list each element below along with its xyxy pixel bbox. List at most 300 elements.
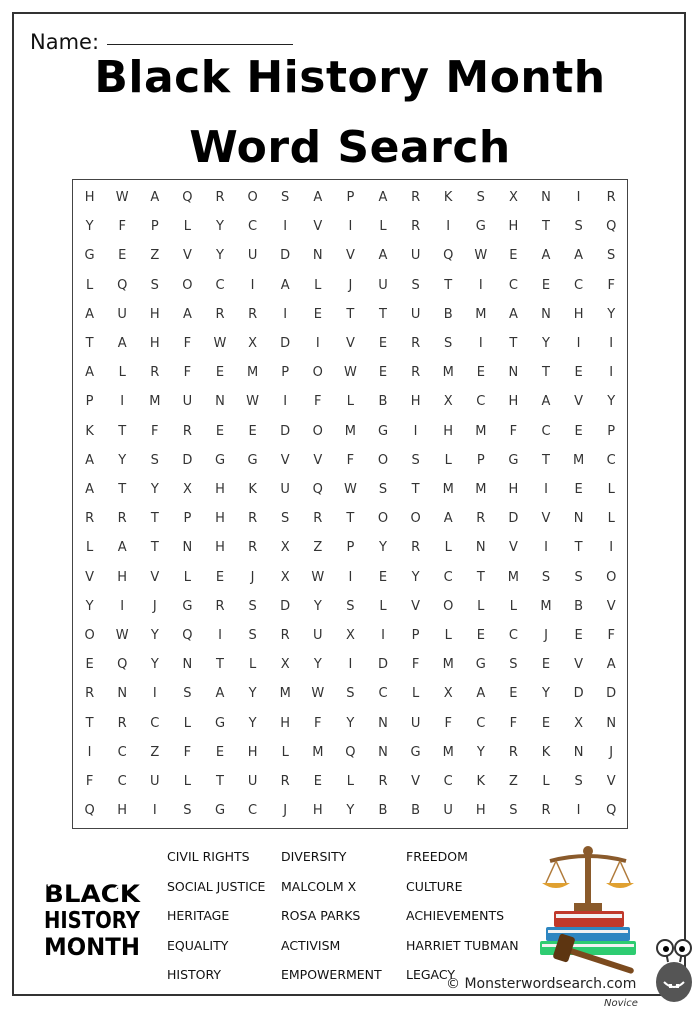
- grid-letter[interactable]: M: [442, 657, 454, 673]
- grid-letter[interactable]: Q: [117, 277, 128, 293]
- grid-letter[interactable]: L: [183, 219, 192, 235]
- grid-letter[interactable]: A: [541, 248, 551, 264]
- grid-letter[interactable]: V: [574, 394, 584, 410]
- grid-letter[interactable]: Y: [313, 657, 322, 673]
- grid-letter[interactable]: Q: [84, 803, 95, 819]
- grid-letter[interactable]: A: [85, 306, 95, 322]
- grid-letter[interactable]: O: [606, 569, 617, 585]
- grid-letter[interactable]: Y: [346, 715, 355, 731]
- grid-letter[interactable]: D: [280, 598, 291, 614]
- grid-letter[interactable]: I: [576, 803, 581, 819]
- grid-letter[interactable]: Y: [542, 686, 550, 702]
- grid-letter[interactable]: D: [280, 248, 291, 264]
- grid-letter[interactable]: N: [312, 248, 323, 264]
- grid-letter[interactable]: I: [413, 423, 418, 439]
- grid-letter[interactable]: A: [443, 511, 453, 527]
- grid-letter[interactable]: I: [478, 277, 483, 293]
- grid-letter[interactable]: N: [541, 306, 551, 322]
- grid-letter[interactable]: L: [346, 394, 355, 410]
- grid-letter[interactable]: T: [509, 336, 518, 351]
- grid-letter[interactable]: S: [150, 277, 159, 293]
- grid-letter[interactable]: C: [248, 219, 258, 235]
- grid-letter[interactable]: X: [345, 628, 355, 643]
- grid-letter[interactable]: L: [379, 219, 387, 235]
- grid-letter[interactable]: F: [314, 715, 322, 731]
- grid-letter[interactable]: E: [509, 248, 518, 264]
- grid-letter[interactable]: E: [541, 657, 551, 673]
- grid-letter[interactable]: T: [476, 569, 485, 585]
- grid-letter[interactable]: X: [248, 336, 258, 351]
- grid-letter[interactable]: U: [150, 774, 160, 789]
- grid-letter[interactable]: D: [606, 686, 617, 702]
- grid-letter[interactable]: Z: [313, 540, 323, 556]
- grid-letter[interactable]: I: [283, 219, 288, 235]
- grid-letter[interactable]: Q: [182, 190, 193, 205]
- grid-letter[interactable]: R: [248, 306, 258, 322]
- grid-letter[interactable]: A: [150, 190, 160, 205]
- grid-letter[interactable]: E: [215, 569, 225, 585]
- grid-letter[interactable]: X: [508, 190, 518, 205]
- grid-letter[interactable]: J: [250, 569, 255, 585]
- grid-letter[interactable]: O: [84, 628, 95, 643]
- grid-letter[interactable]: S: [281, 190, 290, 205]
- grid-letter[interactable]: E: [378, 336, 388, 351]
- grid-letter[interactable]: I: [315, 336, 320, 351]
- grid-letter[interactable]: G: [508, 452, 519, 468]
- grid-letter[interactable]: O: [182, 277, 193, 293]
- grid-letter[interactable]: T: [216, 774, 224, 789]
- grid-letter[interactable]: G: [475, 657, 486, 673]
- grid-letter[interactable]: S: [574, 774, 583, 789]
- grid-letter[interactable]: E: [118, 248, 127, 264]
- grid-letter[interactable]: K: [443, 190, 453, 205]
- grid-letter[interactable]: J: [283, 803, 288, 819]
- grid-letter[interactable]: W: [311, 686, 325, 702]
- grid-letter[interactable]: D: [573, 686, 584, 702]
- grid-letter[interactable]: A: [378, 190, 388, 205]
- grid-letter[interactable]: A: [313, 190, 323, 205]
- grid-letter[interactable]: Y: [150, 628, 159, 643]
- grid-letter[interactable]: N: [573, 744, 584, 760]
- grid-letter[interactable]: E: [574, 365, 583, 381]
- grid-letter[interactable]: L: [183, 569, 192, 585]
- grid-letter[interactable]: E: [541, 715, 551, 731]
- grid-letter[interactable]: U: [182, 394, 193, 410]
- grid-letter[interactable]: V: [182, 248, 192, 264]
- grid-letter[interactable]: E: [476, 365, 485, 381]
- grid-letter[interactable]: L: [118, 365, 126, 381]
- grid-letter[interactable]: M: [246, 365, 259, 381]
- grid-letter[interactable]: V: [411, 598, 421, 614]
- grid-letter[interactable]: M: [572, 452, 585, 468]
- grid-letter[interactable]: I: [152, 686, 157, 702]
- grid-letter[interactable]: B: [574, 598, 584, 614]
- grid-letter[interactable]: S: [476, 190, 485, 205]
- grid-letter[interactable]: I: [120, 598, 125, 614]
- grid-letter[interactable]: Y: [216, 219, 224, 235]
- grid-letter[interactable]: I: [576, 336, 581, 351]
- grid-letter[interactable]: I: [348, 569, 353, 585]
- grid-letter[interactable]: A: [182, 306, 192, 322]
- grid-letter[interactable]: H: [475, 803, 486, 819]
- grid-letter[interactable]: M: [540, 598, 552, 614]
- grid-letter[interactable]: E: [378, 365, 388, 381]
- grid-letter[interactable]: G: [214, 452, 226, 468]
- name-line[interactable]: [107, 44, 293, 45]
- grid-letter[interactable]: L: [281, 744, 289, 760]
- grid-letter[interactable]: V: [541, 511, 551, 527]
- grid-letter[interactable]: A: [117, 540, 127, 556]
- grid-letter[interactable]: I: [120, 394, 125, 410]
- grid-letter[interactable]: A: [378, 248, 388, 264]
- grid-letter[interactable]: R: [248, 540, 258, 556]
- grid-letter[interactable]: Q: [312, 482, 323, 497]
- grid-letter[interactable]: U: [410, 715, 421, 731]
- grid-letter[interactable]: Q: [606, 219, 617, 235]
- grid-letter[interactable]: N: [573, 511, 584, 527]
- grid-letter[interactable]: R: [150, 365, 160, 381]
- grid-letter[interactable]: C: [215, 277, 225, 293]
- grid-letter[interactable]: Z: [508, 774, 518, 789]
- grid-letter[interactable]: T: [346, 306, 355, 322]
- grid-letter[interactable]: R: [182, 423, 192, 439]
- grid-letter[interactable]: E: [215, 744, 225, 760]
- grid-letter[interactable]: O: [377, 511, 389, 527]
- grid-letter[interactable]: Y: [346, 803, 355, 819]
- grid-letter[interactable]: P: [85, 394, 94, 410]
- grid-letter[interactable]: E: [378, 569, 388, 585]
- grid-letter[interactable]: S: [574, 219, 583, 235]
- grid-letter[interactable]: I: [544, 482, 548, 497]
- grid-letter[interactable]: E: [574, 628, 583, 643]
- grid-letter[interactable]: Y: [85, 219, 94, 235]
- grid-letter[interactable]: A: [117, 336, 127, 351]
- grid-letter[interactable]: W: [343, 365, 357, 381]
- grid-letter[interactable]: J: [348, 277, 353, 293]
- grid-letter[interactable]: R: [280, 774, 290, 789]
- grid-letter[interactable]: U: [443, 803, 453, 819]
- grid-letter[interactable]: Y: [379, 540, 387, 556]
- grid-letter[interactable]: A: [85, 365, 95, 381]
- grid-letter[interactable]: W: [246, 394, 260, 410]
- grid-letter[interactable]: R: [411, 365, 421, 381]
- grid-letter[interactable]: R: [313, 511, 323, 527]
- grid-letter[interactable]: D: [280, 423, 291, 439]
- grid-letter[interactable]: H: [508, 219, 519, 235]
- grid-letter[interactable]: D: [280, 336, 291, 351]
- grid-letter[interactable]: G: [475, 219, 486, 235]
- grid-letter[interactable]: Q: [606, 803, 617, 819]
- grid-letter[interactable]: A: [606, 657, 616, 673]
- grid-letter[interactable]: M: [149, 394, 161, 410]
- grid-letter[interactable]: O: [312, 365, 323, 381]
- grid-letter[interactable]: W: [343, 482, 357, 497]
- grid-letter[interactable]: P: [411, 628, 420, 643]
- grid-letter[interactable]: E: [313, 306, 322, 322]
- grid-letter[interactable]: U: [410, 306, 421, 322]
- grid-letter[interactable]: H: [247, 744, 258, 760]
- grid-letter[interactable]: T: [444, 277, 453, 293]
- grid-letter[interactable]: G: [182, 598, 193, 614]
- grid-letter[interactable]: O: [312, 423, 323, 439]
- grid-letter[interactable]: N: [606, 715, 617, 731]
- letter-grid[interactable]: [72, 179, 628, 829]
- grid-letter[interactable]: M: [475, 306, 487, 322]
- grid-letter[interactable]: P: [346, 190, 355, 205]
- grid-letter[interactable]: I: [348, 657, 353, 673]
- grid-letter[interactable]: T: [216, 657, 224, 673]
- grid-letter[interactable]: W: [474, 248, 488, 264]
- grid-letter[interactable]: O: [247, 190, 258, 205]
- grid-letter[interactable]: T: [118, 482, 127, 497]
- grid-letter[interactable]: F: [444, 715, 452, 731]
- grid-letter[interactable]: T: [542, 365, 550, 381]
- grid-letter[interactable]: U: [247, 774, 258, 789]
- grid-letter[interactable]: G: [410, 744, 421, 760]
- grid-letter[interactable]: E: [85, 657, 94, 673]
- grid-letter[interactable]: C: [117, 744, 127, 760]
- grid-letter[interactable]: F: [183, 744, 192, 760]
- grid-letter[interactable]: F: [183, 336, 192, 351]
- grid-letter[interactable]: M: [442, 365, 454, 381]
- grid-letter[interactable]: P: [150, 219, 159, 235]
- grid-letter[interactable]: F: [607, 628, 615, 643]
- grid-letter[interactable]: C: [541, 423, 551, 439]
- grid-letter[interactable]: F: [607, 277, 615, 293]
- grid-letter[interactable]: Y: [411, 569, 420, 585]
- grid-letter[interactable]: H: [312, 803, 323, 819]
- grid-letter[interactable]: P: [183, 511, 192, 527]
- grid-letter[interactable]: L: [444, 540, 452, 556]
- name-field[interactable]: [30, 30, 293, 54]
- grid-letter[interactable]: I: [576, 190, 581, 205]
- grid-letter[interactable]: H: [215, 511, 225, 527]
- grid-letter[interactable]: N: [378, 715, 388, 731]
- grid-letter[interactable]: I: [283, 394, 288, 410]
- grid-letter[interactable]: H: [117, 803, 128, 819]
- grid-letter[interactable]: R: [215, 190, 225, 205]
- grid-letter[interactable]: X: [574, 715, 584, 731]
- grid-letter[interactable]: S: [183, 803, 192, 819]
- grid-letter[interactable]: W: [115, 628, 129, 643]
- grid-letter[interactable]: H: [508, 394, 519, 410]
- grid-letter[interactable]: U: [313, 628, 323, 643]
- grid-letter[interactable]: L: [314, 277, 322, 293]
- grid-letter[interactable]: F: [151, 423, 159, 439]
- grid-letter[interactable]: Z: [150, 744, 160, 760]
- grid-letter[interactable]: L: [85, 277, 94, 293]
- grid-letter[interactable]: A: [574, 248, 584, 264]
- grid-letter[interactable]: S: [378, 482, 388, 497]
- grid-letter[interactable]: C: [117, 774, 127, 789]
- grid-letter[interactable]: V: [574, 657, 584, 673]
- grid-letter[interactable]: G: [84, 248, 95, 264]
- grid-letter[interactable]: N: [182, 540, 193, 556]
- grid-letter[interactable]: L: [444, 628, 452, 643]
- grid-letter[interactable]: C: [508, 628, 518, 643]
- grid-letter[interactable]: P: [346, 540, 355, 556]
- grid-letter[interactable]: R: [411, 190, 421, 205]
- grid-letter[interactable]: L: [477, 598, 485, 614]
- grid-letter[interactable]: E: [574, 482, 583, 497]
- grid-letter[interactable]: Y: [476, 744, 485, 760]
- grid-letter[interactable]: S: [444, 336, 453, 351]
- grid-letter[interactable]: H: [443, 423, 454, 439]
- grid-letter[interactable]: B: [378, 394, 388, 410]
- grid-letter[interactable]: T: [118, 423, 127, 439]
- grid-letter[interactable]: S: [541, 569, 551, 585]
- grid-letter[interactable]: E: [215, 365, 225, 381]
- grid-letter[interactable]: E: [248, 423, 257, 439]
- grid-letter[interactable]: M: [442, 482, 454, 497]
- grid-letter[interactable]: H: [149, 336, 160, 351]
- grid-letter[interactable]: C: [248, 803, 258, 819]
- grid-letter[interactable]: Y: [607, 394, 616, 410]
- grid-letter[interactable]: T: [574, 540, 583, 556]
- grid-letter[interactable]: R: [411, 336, 421, 351]
- grid-letter[interactable]: Y: [118, 452, 127, 468]
- grid-letter[interactable]: S: [411, 277, 420, 293]
- grid-letter[interactable]: R: [606, 190, 616, 205]
- grid-letter[interactable]: V: [313, 219, 323, 235]
- grid-letter[interactable]: C: [443, 774, 453, 789]
- grid-letter[interactable]: E: [313, 774, 322, 789]
- grid-letter[interactable]: P: [476, 452, 485, 468]
- grid-letter[interactable]: C: [150, 715, 160, 731]
- grid-letter[interactable]: S: [574, 569, 583, 585]
- grid-letter[interactable]: T: [85, 715, 94, 731]
- grid-letter[interactable]: T: [346, 511, 355, 527]
- grid-letter[interactable]: U: [247, 248, 258, 264]
- grid-letter[interactable]: R: [411, 540, 421, 556]
- grid-letter[interactable]: A: [215, 686, 225, 702]
- grid-letter[interactable]: S: [509, 657, 518, 673]
- grid-letter[interactable]: Y: [313, 598, 322, 614]
- grid-letter[interactable]: H: [215, 482, 225, 497]
- grid-letter[interactable]: U: [117, 306, 127, 322]
- grid-letter[interactable]: F: [118, 219, 126, 235]
- grid-letter[interactable]: S: [248, 628, 257, 643]
- grid-letter[interactable]: I: [609, 336, 614, 351]
- grid-letter[interactable]: C: [476, 715, 486, 731]
- grid-letter[interactable]: H: [84, 190, 95, 205]
- grid-letter[interactable]: X: [182, 482, 192, 497]
- grid-letter[interactable]: B: [411, 803, 421, 819]
- grid-letter[interactable]: U: [280, 482, 290, 497]
- grid-letter[interactable]: I: [609, 365, 614, 381]
- grid-letter[interactable]: K: [476, 774, 486, 789]
- grid-letter[interactable]: N: [475, 540, 486, 556]
- grid-letter[interactable]: H: [215, 540, 225, 556]
- grid-letter[interactable]: J: [544, 628, 548, 643]
- grid-letter[interactable]: R: [411, 219, 421, 235]
- grid-letter[interactable]: G: [247, 452, 258, 468]
- grid-letter[interactable]: R: [378, 774, 388, 789]
- grid-letter[interactable]: F: [85, 774, 94, 789]
- grid-letter[interactable]: K: [541, 744, 551, 760]
- grid-letter[interactable]: L: [183, 774, 192, 789]
- grid-letter[interactable]: S: [150, 452, 159, 468]
- grid-letter[interactable]: L: [607, 482, 615, 497]
- grid-letter[interactable]: U: [410, 248, 421, 264]
- grid-letter[interactable]: I: [381, 628, 385, 643]
- grid-letter[interactable]: J: [609, 744, 614, 760]
- grid-letter[interactable]: B: [378, 803, 388, 819]
- grid-letter[interactable]: O: [377, 452, 389, 468]
- grid-letter[interactable]: S: [346, 686, 355, 702]
- grid-letter[interactable]: C: [378, 686, 388, 702]
- grid-letter[interactable]: T: [542, 219, 550, 235]
- grid-letter[interactable]: K: [85, 423, 94, 439]
- grid-letter[interactable]: D: [508, 511, 519, 527]
- grid-letter[interactable]: A: [85, 452, 95, 468]
- grid-letter[interactable]: Q: [117, 657, 128, 673]
- grid-letter[interactable]: V: [508, 540, 518, 556]
- grid-letter[interactable]: I: [446, 219, 451, 235]
- grid-letter[interactable]: G: [377, 423, 389, 439]
- grid-letter[interactable]: I: [478, 336, 483, 351]
- grid-letter[interactable]: H: [149, 306, 160, 322]
- grid-letter[interactable]: A: [476, 686, 486, 702]
- grid-letter[interactable]: M: [442, 744, 454, 760]
- grid-letter[interactable]: S: [411, 452, 420, 468]
- grid-letter[interactable]: R: [280, 628, 290, 643]
- grid-letter[interactable]: M: [475, 482, 487, 497]
- grid-letter[interactable]: L: [444, 452, 452, 468]
- grid-letter[interactable]: V: [411, 774, 421, 789]
- grid-letter[interactable]: V: [606, 774, 616, 789]
- grid-letter[interactable]: X: [280, 540, 290, 556]
- grid-letter[interactable]: P: [607, 423, 616, 439]
- grid-letter[interactable]: V: [345, 248, 355, 264]
- grid-letter[interactable]: T: [150, 540, 159, 556]
- grid-letter[interactable]: Y: [542, 336, 550, 351]
- grid-letter[interactable]: R: [541, 803, 551, 819]
- grid-letter[interactable]: R: [117, 715, 127, 731]
- grid-letter[interactable]: F: [346, 452, 355, 468]
- grid-letter[interactable]: V: [150, 569, 160, 585]
- grid-letter[interactable]: I: [87, 744, 92, 760]
- grid-letter[interactable]: L: [346, 774, 355, 789]
- grid-letter[interactable]: Q: [345, 744, 356, 760]
- grid-letter[interactable]: R: [85, 686, 95, 702]
- grid-letter[interactable]: H: [573, 306, 584, 322]
- grid-letter[interactable]: M: [507, 569, 519, 585]
- grid-letter[interactable]: I: [544, 540, 548, 556]
- grid-letter[interactable]: S: [248, 598, 257, 614]
- grid-letter[interactable]: H: [410, 394, 421, 410]
- grid-letter[interactable]: E: [541, 277, 551, 293]
- grid-letter[interactable]: I: [152, 803, 157, 819]
- grid-letter[interactable]: B: [443, 306, 453, 322]
- grid-letter[interactable]: F: [183, 365, 192, 381]
- grid-letter[interactable]: Q: [182, 628, 193, 643]
- grid-letter[interactable]: I: [250, 277, 255, 293]
- grid-letter[interactable]: R: [215, 598, 225, 614]
- grid-letter[interactable]: U: [378, 277, 388, 293]
- grid-letter[interactable]: S: [281, 511, 290, 527]
- grid-letter[interactable]: P: [281, 365, 290, 381]
- grid-letter[interactable]: Y: [607, 306, 616, 322]
- grid-letter[interactable]: Y: [150, 657, 159, 673]
- grid-letter[interactable]: S: [509, 803, 518, 819]
- grid-letter[interactable]: A: [280, 277, 290, 293]
- grid-letter[interactable]: C: [476, 394, 486, 410]
- grid-letter[interactable]: V: [606, 598, 616, 614]
- grid-letter[interactable]: H: [280, 715, 291, 731]
- grid-letter[interactable]: L: [509, 598, 518, 614]
- grid-letter[interactable]: I: [348, 219, 353, 235]
